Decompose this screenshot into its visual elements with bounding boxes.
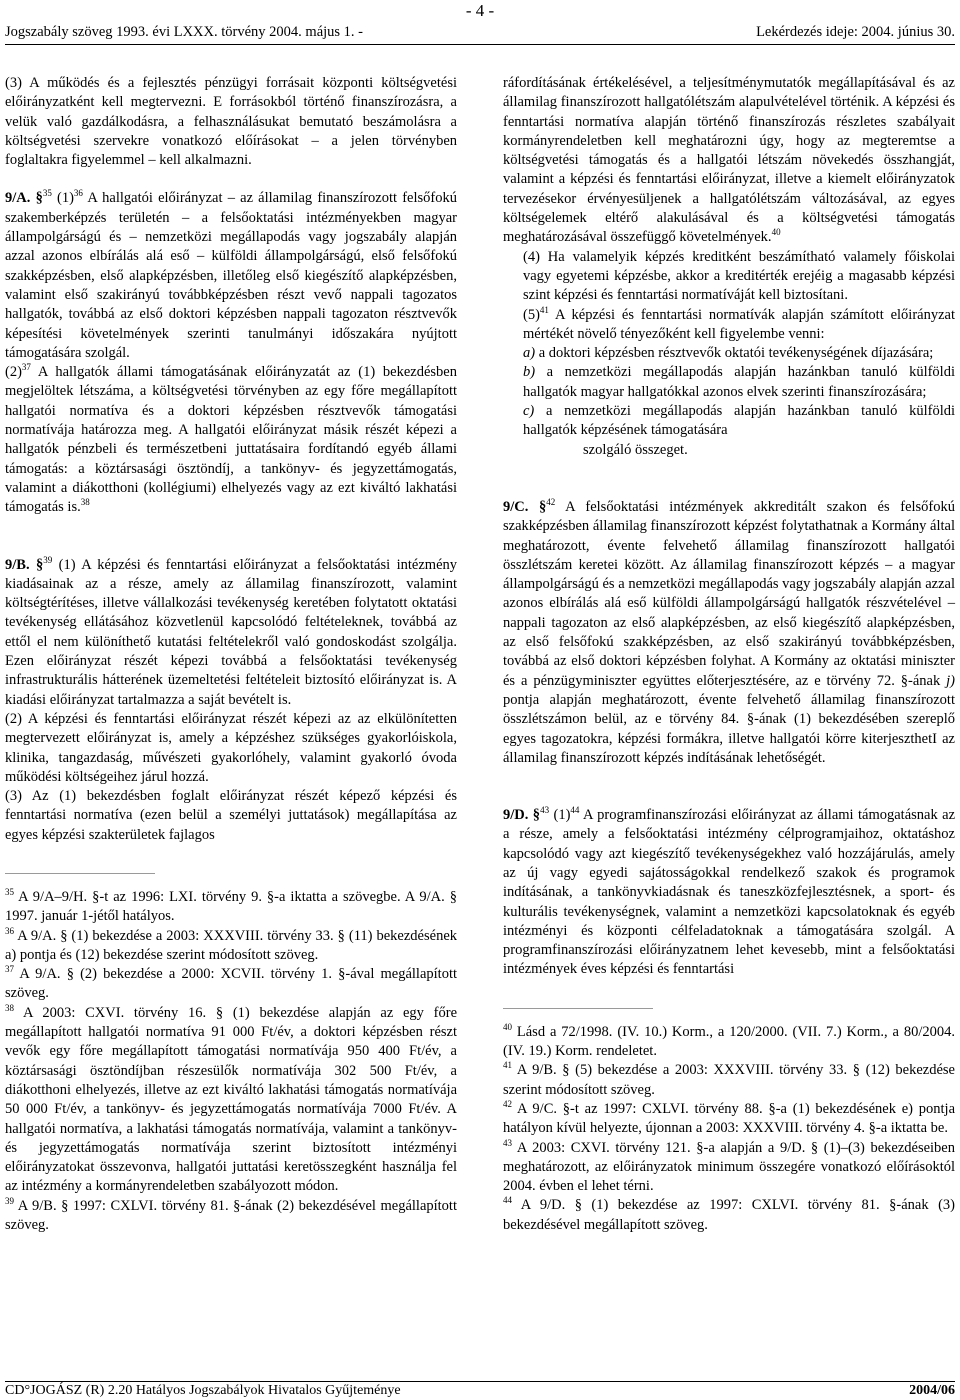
- list-item-a: [503, 344, 955, 363]
- footnote-ref[interactable]: 35: [42, 188, 52, 199]
- footer-right: 2004/06: [909, 1383, 955, 1398]
- footnote-number: 41: [503, 1060, 512, 1071]
- footnote-ref[interactable]: 39: [43, 554, 53, 565]
- footnote-ref[interactable]: 41: [539, 304, 549, 315]
- item-text: a nemzetközi megállapodás alapján hazánkban tanuló külföldi hallgatók képzésének támogatására: [523, 403, 955, 439]
- section-9b-para-3: (3) Az (1) bekezdésben foglalt előirányzat részét képező képzési és fenntartási normatíva (ezen belül a személyi juttatások) megállapítása az egyes képzési szakterületek fajlagos: [5, 788, 457, 843]
- section-number: 9/A. §: [5, 190, 43, 207]
- para-text: A képzési és fenntartási normatívák alapján számított előirányzat mértékét növelő tényezőként kell figyelembe venni:: [523, 306, 955, 342]
- footnote-number: 37: [5, 964, 14, 975]
- para-text: A hallgatói előirányzat – az államilag finanszírozott felsőfokú szakemberképzés területén – a felsőoktatási intézményekben magyar állampolgárságú és – nemzetközi megállapodás vagy jogszabály alapján azzal azonos elbírálás alá eső – külföldi állampolgárságú, első felsőfokú szakképzésben, első alapképzésben, illetőleg első kiegészítő alapképzésben, valamint első szakirányú továbbképzésben részt vevő nappali tagozatos hallgatók, továbbá az első doktori képzésben nappali tagozaton résztvevők képesítési követelmények szerinti tanulmányi időszakára nyújtott támogatására szolgál.: [5, 190, 457, 361]
- footnote-number: 40: [503, 1021, 512, 1032]
- footnote: [5, 1197, 457, 1236]
- footnote-text: A 9/A. § (1) bekezdése a 2003: XXXVIII. törvény 33. § (11) bekezdésének a) pontja és (12) bekezdése szerint módosított szöveg.: [5, 927, 458, 963]
- para-text: A hallgatók állami támogatásának előirányzatát az (1) bekezdésben megjelöltek létszáma, a költségvetési törvényben az egy főre megállapított hallgatói normatíva és a doktori képzésben résztvevők támogatási normatívája határozza meg. A hallgatói előirányzat másik részét képezi a hallgatók pénzbeli és természetbeni juttatásaira fordítandó egyéb állami támogatás: a köztársasági ösztöndíj, a tankönyv- és jegyzettámogatás, valamint a diákotthoni (kollégiumi) elhelyezés vagy az ezt kiváltó lakhatási támogatás is.: [5, 364, 457, 516]
- section-9a-para-2: [5, 363, 457, 517]
- list-item-b: [503, 363, 955, 402]
- footnote-number: 43: [503, 1137, 512, 1148]
- footnote: [5, 1004, 457, 1197]
- footnote: [503, 1139, 955, 1197]
- footer-left: CD°JOGÁSZ (R) 2.20 Hatályos Jogszabályok Hivatalos Gyűjteménye: [5, 1383, 401, 1398]
- footnote: [5, 888, 457, 927]
- footnote-separator: [503, 1008, 653, 1009]
- footnote: [5, 965, 457, 1004]
- footnote-ref[interactable]: 42: [546, 497, 556, 508]
- footnote-text: A 9/B. § (5) bekezdése a 2003: XXXVIII. törvény 33. § (12) bekezdése szerint módosított szöveg.: [503, 1062, 955, 1098]
- page-header: [5, 22, 955, 42]
- para-lead: (1): [553, 807, 571, 824]
- paragraph-4: (4) Ha valamelyik képzés kreditként beszámítható valamely főiskolai vagy egyetemi képzésbe, akkor a kreditérték erejéig a magasabb képzési szint képzési és fenntartási normatíváját kell biztosítani.: [523, 248, 955, 304]
- footnote-number: 36: [5, 925, 14, 936]
- continuation-paragraph: [503, 74, 955, 248]
- section-9c: [503, 498, 955, 768]
- footnote-ref[interactable]: 44: [570, 805, 580, 816]
- right-column: [503, 74, 955, 1235]
- section-9d: [503, 806, 955, 980]
- footnote-text: A 9/C. §-t az 1997: CXLVI. törvény 88. §-a (1) bekezdésének e) pontja hatályon kívül helyezte, újonnan a 2003: XXXVIII. törvény 4. §-a iktatta be.: [503, 1100, 956, 1137]
- footnote-number: 35: [5, 887, 14, 898]
- footnote-ref[interactable]: 40: [771, 227, 781, 238]
- point-label: j): [946, 672, 955, 689]
- footnote-number: 39: [5, 1195, 14, 1206]
- para-text: pontja alapján meghatározott, évente felvehető államilag finanszírozott összlétszámon belül, az e törvény 84. §-ának (1) bekezdésében szereplő egyes tagozatokra, képzési formákra, illetve hallgatói körre kiterjeszthetI az államilag finanszírozott képzés indításának lehetőségét.: [503, 691, 955, 766]
- header-right: Lekérdezés ideje: 2004. június 30.: [756, 24, 955, 40]
- footnote-ref[interactable]: 38: [80, 497, 90, 508]
- footnote-number: 42: [503, 1099, 512, 1110]
- footnotes-right: [503, 1023, 955, 1235]
- section-number: 9/D. §: [503, 807, 541, 824]
- para-text: (1) A képzési és fenntartási előirányzat a felsőoktatási intézmény kiadásainak az a része, amely az államilag finanszírozott, valamint költségtérítéses, illetve vállalkozási tevékenység keretében folytatott oktatási tevékenység ellátásához közvetlenül kapcsolódó feltételeknek, továbbá az ettől el nem különíthető kutatási feltételekről való gondoskodást szolgálja. Ezen előirányzat részét képezi továbbá a felsőoktatási tevékenység infrastrukturális hátterének üzemeltetési feltételeit biztosító előirányzat is. A kiadási előirányzat tartalmazza a saját bevételt is.: [5, 556, 458, 708]
- section-9b-para-2: (2) A képzési és fenntartási előirányzat részét képezi az az elkülönítetten megtervezett előirányzat is, amely a képzéshez szükséges gyakorlóiskola, klinika, tangazdaság, művészeti gyakorlóhely, valamint gyakorló óvoda működési költségeihez járul hozzá.: [5, 710, 457, 785]
- footnote: [5, 927, 457, 966]
- footnote: [503, 1023, 955, 1062]
- list-item-c: [503, 402, 955, 441]
- footnote-separator: [5, 873, 155, 874]
- footnote-text: A 9/D. § (1) bekezdése az 1997: CXLVI. törvény 81. §-ának (3) bekezdésével megállapított szöveg.: [503, 1197, 956, 1233]
- para-lead: (2): [5, 364, 22, 381]
- footnote-ref[interactable]: 36: [73, 188, 83, 199]
- footnote-text: A 9/A–9/H. §-t az 1996: LXI. törvény 9. §-a iktatta a szövegbe. A 9/A. § 1997. január 1-jétől hatályos.: [5, 888, 457, 925]
- left-column: [5, 74, 457, 1235]
- footnote-text: A 2003: CXVI. törvény 16. § (1) bekezdése alapján az egy főre megállapított hallgatói normatíva 91 000 Ft/év, a doktori képzésben részt vevők egy főre megállapított támogatási normatívája 950 400 Ft/év, a köztársasági ösztöndíjban részesülők normatívája 302 500 Ft/év, a diákotthoni elhelyezés, illetve az ezt kiváltó lakhatási támogatás normatívája 50 000 Ft/év, a tankönyv- és jegyzettámogatás normatívája 7000 Ft/év. A hallgatói normatíva, a lakhatási támogatás normatívája, valamint a tankönyv- és jegyzettámogatás normatívája szerint biztosított intézményi előirányzatokat összevonva, hallgatói juttatási keretösszegként használja fel az intézmény a kormányrendeletben szabályozott módon.: [5, 1004, 458, 1195]
- section-number: 9/B. §: [5, 556, 44, 573]
- item-text: a doktori képzésben résztvevők oktatói tevékenységének díjazására;: [538, 345, 934, 362]
- paragraph-3: (3) A működés és a fejlesztés pénzügyi forrásait központi költségvetési előirányzatként kell megtervezni. E forrásokból történő finanszírozásra, a velük való gazdálkodásra, a felhasználásukat bemutató beszámolásra a költségvetési szervekre vonatkozó előírásokat – a jelen törvényben foglaltakra figyelemmel – kell alkalmazni.: [5, 75, 457, 169]
- footnote-number: 38: [5, 1002, 14, 1013]
- header-left: Jogszabály szöveg 1993. évi LXXX. törvény 2004. május 1. -: [5, 24, 364, 40]
- footnote-text: A 2003: CXVI. törvény 121. §-a alapján a 9/D. § (1)–(3) bekezdéseiben meghatározott, az előirányzatok minimum összegére vonatkozó előírásoktól 2004. évben el lehet térni.: [503, 1139, 955, 1195]
- para-text: ráfordításának értékelésével, a teljesítménymutatók megállapításával és az államilag finanszírozott hallgatólétszám alapulvételével történik. A képzési és fenntartási normatíva alapján történő finanszírozás részletes szabályait kormányrendeletben kell meghatározni úgy, hogy az megteremtse a költségvetési támogatás és a hallgatói létszám növekedés összhangját, valamint a képzési és fenntartási előirányzat, illetve a kiemelt előirányzatok tervezésekor érvényesüljenek a hallgatólétszám változásával, az egyes költségelemek eltérő alakulásával és a költségvetési támogatás meghatározásával összefüggő követelmények.: [503, 75, 955, 246]
- list-item-c-end: szolgáló összeget.: [583, 441, 688, 458]
- footnote: [503, 1196, 955, 1235]
- footnote-ref[interactable]: 43: [540, 805, 550, 816]
- section-number: 9/C. §: [503, 498, 547, 515]
- item-label: c): [523, 403, 535, 420]
- footnote: [503, 1061, 955, 1100]
- footnote: [503, 1100, 955, 1139]
- section-9a-para-1: [5, 189, 457, 363]
- para-lead: (1): [57, 190, 74, 207]
- footnotes-left: [5, 888, 457, 1235]
- section-9b-para-1: [5, 556, 457, 710]
- footnote-text: A 9/A. § (2) bekezdése a 2000: XCVII. törvény 1. §-ával megállapított szöveg.: [5, 966, 458, 1002]
- header-divider: [5, 44, 955, 45]
- para-text: A programfinanszírozási előirányzat az állami támogatásnak az a része, amely a felsőoktatási intézmény célprogramjaihoz, oktatáshoz kapcsolódó vagy azt kiegészítő tevékenységekhez való hozzájárulás, amely az új vagy egyedi sajátosságokkal rendelkező szakok és programok indításának, a tankönyvkiadásnak és taneszközfejlesztésnek, a sport- és kulturális tevékenységnek, valamint a nemzetközi kapcsolatoknak és egyéb intézményi és központi célfeladatoknak a támogatására szolgál. A programfinanszírozási előirányzatnem lehet kevesebb, mint a felsőoktatási intézmények éves képzési és fenntartási: [503, 807, 956, 978]
- footnote-text: A 9/B. § 1997: CXLVI. törvény 81. §-ának (2) bekezdésével megállapított szöveg.: [5, 1197, 457, 1234]
- footnote-ref[interactable]: 37: [21, 362, 31, 373]
- item-label: a): [523, 345, 536, 362]
- item-text: a nemzetközi megállapodás alapján hazánkban tanuló külföldi hallgatók magyar hallgatókkal azonos elvek szerinti finanszírozására;: [523, 364, 955, 400]
- footer-divider: [5, 1381, 955, 1382]
- para-lead: (5): [523, 306, 540, 323]
- footnote-text: Lásd a 72/1998. (IV. 10.) Korm., a 120/2000. (VII. 7.) Korm., a 80/2004. (IV. 19.) Korm. rendeletet.: [503, 1023, 955, 1060]
- paragraph-5: [503, 306, 955, 345]
- para-text: A felsőoktatási intézmények akkreditált szakon és felsőfokú szakképzésben államilag finanszírozott képzést folytathatnak a Kormány által meghatározott, évente felvehető államilag finanszírozott hallgatói összlétszám keretei között. Az államilag finanszírozott képzés – a magyar állampolgárságú és a nemzetközi megállapodás vagy jogszabály alapján azzal azonos elbírálás alá eső külföldi állampolgárságú hallgatók részvételével – nappali tagozaton az első alapképzésben, az első kiegészítő alapképzésben, az első felsőfokú szakképzésben, az első szakirányú továbbképzésben, továbbá az első doktori képzésben folyhat. A Kormány az oktatási miniszter és a pénzügyminiszter együttes előterjesztésére, az e törvény 72. §-ának: [503, 498, 955, 689]
- page-number: - 4 -: [465, 1, 495, 20]
- item-label: b): [523, 364, 536, 381]
- footnote-number: 44: [503, 1195, 512, 1206]
